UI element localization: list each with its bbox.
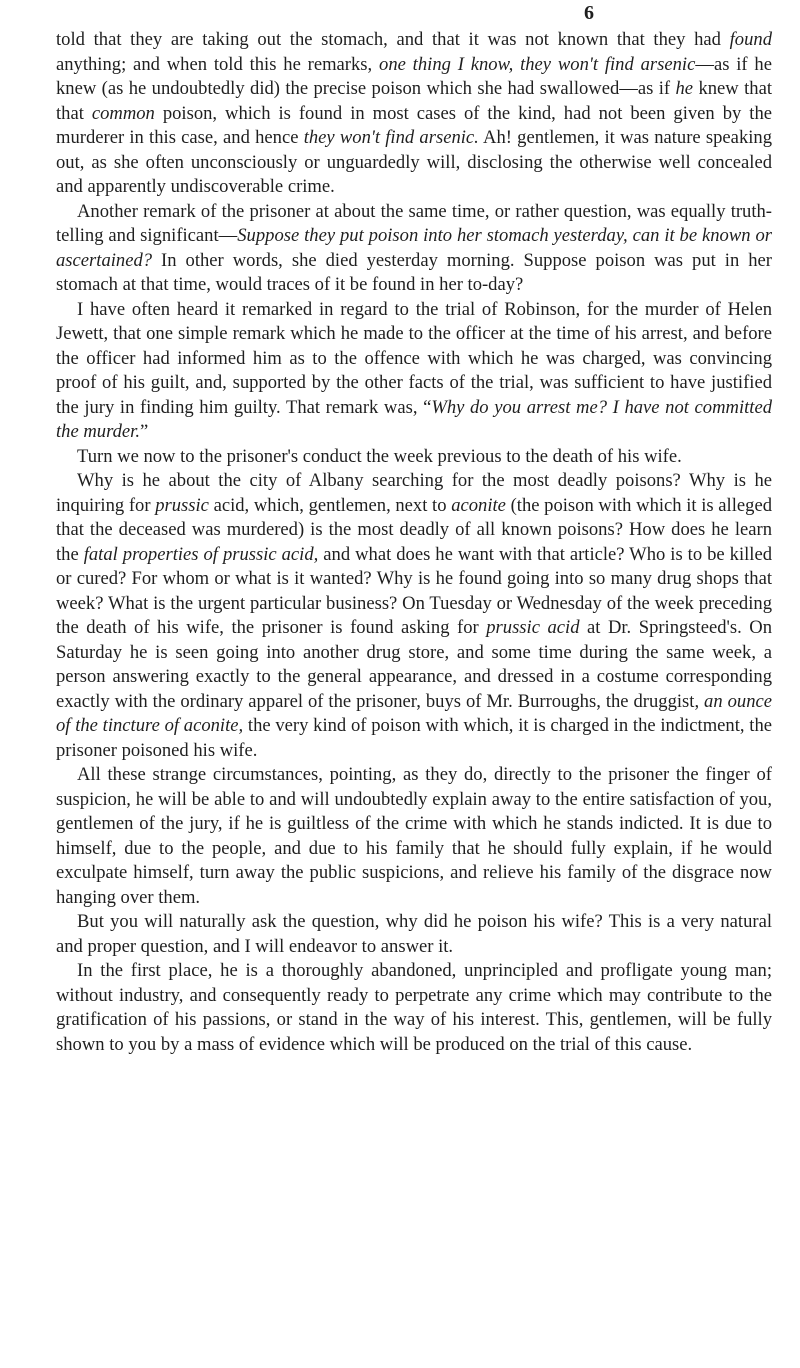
text-run: knew that that — [56, 78, 773, 124]
text-run: told that they are taking out the stomach, and that it was not known that they had — [56, 29, 730, 50]
text-run: Turn we now to the prisoner's conduct the week previous to the death of his wife. — [77, 445, 682, 467]
paragraph-1 — [56, 28, 772, 200]
text-run: Ah! gentlemen, it was nature speaking out, as she often unconsciously or unguardedly will, disclosing the otherwise well concealed and apparently undiscoverable crime. — [56, 127, 772, 197]
text-run: (the poison with which it is alleged that the deceased was murdered) is the most deadly of all known poisons? How does he learn the — [56, 494, 772, 565]
italic-run: Suppose they put poison into her stomach yesterday, can it be known or ascertained? — [56, 225, 772, 271]
italic-run: aconite — [451, 494, 506, 516]
page-number: 6 — [584, 2, 594, 24]
italic-run: found — [729, 29, 772, 50]
body-text — [56, 28, 772, 1057]
paragraph-6 — [56, 763, 772, 910]
paragraph-3 — [56, 298, 772, 445]
text-run: acid, which, gentlemen, next to — [208, 494, 452, 516]
italic-run: an ounce of the tincture of aconite, — [56, 690, 772, 736]
text-run: Why is he about the city of Albany searching for the most deadly poisons? Why is he inquiring for — [56, 470, 772, 516]
paragraph-4 — [56, 445, 772, 470]
italic-run: fatal properties of prussic acid, — [83, 543, 319, 565]
text-run: —as if he knew (as he undoubtedly did) the precise poison which she had swallowed—as if — [56, 53, 772, 99]
text-run: In the first place, he is a thoroughly abandoned, unprincipled and profligate young man; without industry, and consequently ready to perpetrate any crime which may contribute to the gratification of his passions, or stand in the way of his interest. This, gentlemen, will be fully shown to you by a mass of evidence which will be produced on the trial of this cause. — [56, 960, 772, 1055]
italic-run: one thing I know, they won't find arsenic — [379, 53, 696, 75]
text-run: All these strange circumstances, pointing, as they do, directly to the prisoner the finger of suspicion, he will be able to and will undoubtedly explain away to the entire satisfaction of you, gentlemen of the jury, if he is guiltless of the crime with which he stands indicted. It is due to himself, due to the people, and due to his family that he should fully explain, if he would exculpate himself, turn away the public suspicions, and relieve his family of the disgrace now hanging over them. — [56, 764, 772, 908]
paragraph-7 — [56, 910, 772, 959]
text-run: In other words, she died yesterday morning. Suppose poison was put in her stomach at that time, would traces of it be found in her to-day? — [56, 249, 772, 295]
italic-run: he — [675, 78, 694, 99]
paragraph-2 — [56, 200, 772, 298]
text-run: the very kind of poison with which, it is charged in the indictment, the prisoner poisoned his wife. — [56, 715, 772, 761]
text-run: I have often heard it remarked in regard to the trial of Robinson, for the murder of Helen Jewett, that one simple remark which he made to the officer at the time of his arrest, and before the officer had informed him as to the offence with which he was charged, was convincing proof of his guilt, and, supported by the other facts of the trial, was sufficient to have justified the jury in finding him guilty. That remark was, “ — [56, 298, 772, 418]
paragraph-5 — [56, 469, 772, 763]
text-run: and what does he want with that article? Who is to be killed or cured? For whom or what is it wanted? Why is he found going into so many drug shops that week? What is the urgent particular business? On Tuesday or Wednesday of the week preceding the death of his wife, the prisoner is found asking for — [56, 543, 773, 638]
italic-run: common — [91, 102, 155, 124]
paragraph-8 — [56, 959, 772, 1057]
italic-run: they won't find arsenic. — [303, 127, 479, 148]
text-run: But you will naturally ask the question, why did he poison his wife? This is a very natural and proper question, and I will endeavor to answer it. — [56, 911, 772, 957]
italic-run: prussic — [155, 494, 209, 516]
text-run: Another remark of the prisoner at about the same time, or rather question, was equally truth-telling and significant— — [56, 200, 772, 246]
text-run: ” — [140, 421, 149, 442]
italic-run: Why do you arrest me? I have not committed the murder. — [56, 396, 772, 442]
text-run: poison, which is found in most cases of the kind, had not been given by the murderer in this case, and hence — [56, 102, 772, 148]
text-run: anything; and when told this he remarks, — [56, 53, 380, 75]
italic-run: prussic acid — [486, 617, 580, 638]
text-run: at Dr. Springsteed's. On Saturday he is seen going into another drug store, and some time during the same week, a person answering exactly to the general appearance, and dressed in a costume corresponding exactly with the ordinary apparel of the prisoner, buys of Mr. Burroughs, the druggist, — [56, 617, 772, 712]
